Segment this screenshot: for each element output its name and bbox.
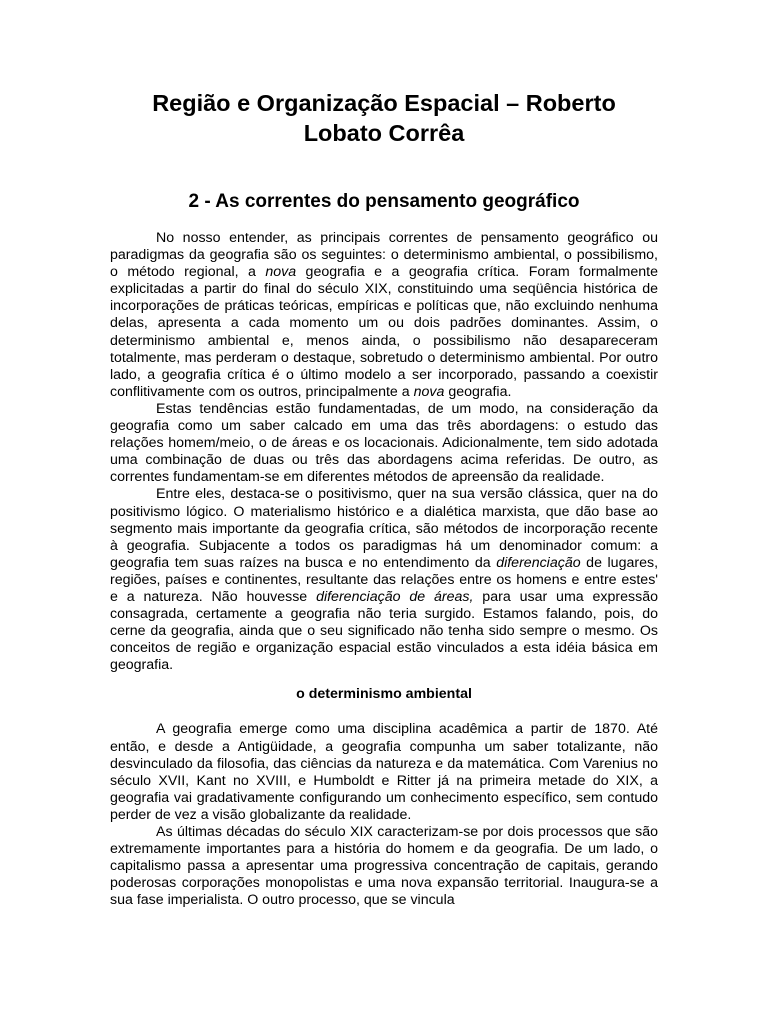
p3-text-e: para usar uma expressão consagrada, certamente a geografia não teria surgido. Estamos falando, pois, do cerne da geografia, ainda que o seu significado não tenha sido sempre o mesmo. Os conceitos de região e organização espacial estão vinculados a esta idéia básica em geografia.: [110, 588, 658, 674]
title-line-2: Lobato Corrêa: [303, 120, 465, 146]
p1-text-a: No nosso entender, as principais correntes de pensamento geográfico ou paradigmas da geografia são os seguintes: o determinismo ambiental, o possibilismo, o método regional, a: [110, 230, 658, 281]
p1-text-c: geografia e a geografia crítica. Foram formalmente explicitadas a partir do final do século XIX, constituindo uma seqüência histórica de incorporações de práticas teóricas, empíricas e políticas que, não excluindo nenhuma delas, apresenta a cada momento um ou dois padrões dominantes. Assim, o determinismo ambiental e, menos ainda, o possibilismo não desapareceram totalmente, mas perderam o destaque, sobretudo o determinismo ambiental. Por outro lado, a geografia crítica é o último modelo a ser incorporado, passando a coexistir conflitivamente com os outros, principalmente a: [110, 264, 658, 400]
paragraph-1: [110, 230, 658, 401]
title-line-1: Região e Organização Espacial – Roberto: [152, 90, 616, 116]
paragraph-4: A geografia emerge como uma disciplina acadêmica a partir de 1870. Até então, e desde a Antigüidade, a geografia compunha um saber totalizante, não desvinculado da filosofia, das ciências da natureza e da matemática. Com Varenius no século XVII, Kant no XVIII, e Humboldt e Ritter já na primeira metade do XIX, a geografia vai gradativamente configurando um conhecimento específico, sem contudo perder de vez a visão globalizante da realidade.: [110, 721, 658, 823]
document-title: [110, 88, 658, 148]
p3-text-a: Entre eles, destaca-se o positivismo, quer na sua versão clássica, quer na do positivismo lógico. O materialismo histórico e a dialética marxista, que dão base ao segmento mais importante da geografia crítica, são métodos de incorporação recente à geografia. Subjacente a todos os paradigmas há um denominador comum: a geografia tem suas raízes na busca e no entendimento da: [110, 486, 658, 571]
paragraph-5: As últimas décadas do século XIX caracterizam-se por dois processos que são extremamente importantes para a história do homem e da geografia. De um lado, o capitalismo passa a apresentar uma progressiva concentração de capitais, gerando poderosas corporações monopolistas e uma nova expansão territorial. Inaugura-se a sua fase imperialista. O outro processo, que se vincula: [110, 824, 658, 909]
p1-italic-nova-1: nova: [265, 264, 297, 281]
p3-italic-diferenciacao: diferenciação: [496, 554, 581, 571]
body-text: [110, 230, 658, 909]
paragraph-2: Estas tendências estão fundamentadas, de um modo, na consideração da geografia como um saber calcado em uma das três abordagens: o estudo das relações homem/meio, o de áreas e os locacionais. Adicionalmente, tem sido adotada uma combinação de duas ou três das abordagens acima referidas. De outro, as correntes fundamentam-se em diferentes métodos de apreensão da realidade.: [110, 400, 658, 486]
p1-italic-nova-2: nova: [413, 383, 445, 400]
paragraph-3: [110, 486, 658, 674]
section-title: 2 - As correntes do pensamento geográfico: [188, 191, 580, 212]
subheading-determinismo: o determinismo ambiental: [296, 686, 472, 703]
p1-text-e: geografia.: [444, 383, 512, 400]
p3-italic-diferenciacao-de-areas: diferenciação de áreas,: [316, 588, 474, 605]
p3-text-c: de lugares, regiões, países e continentes, resultante das relações entre os homens e entre estes' e a natureza. Não houvesse: [110, 554, 659, 605]
